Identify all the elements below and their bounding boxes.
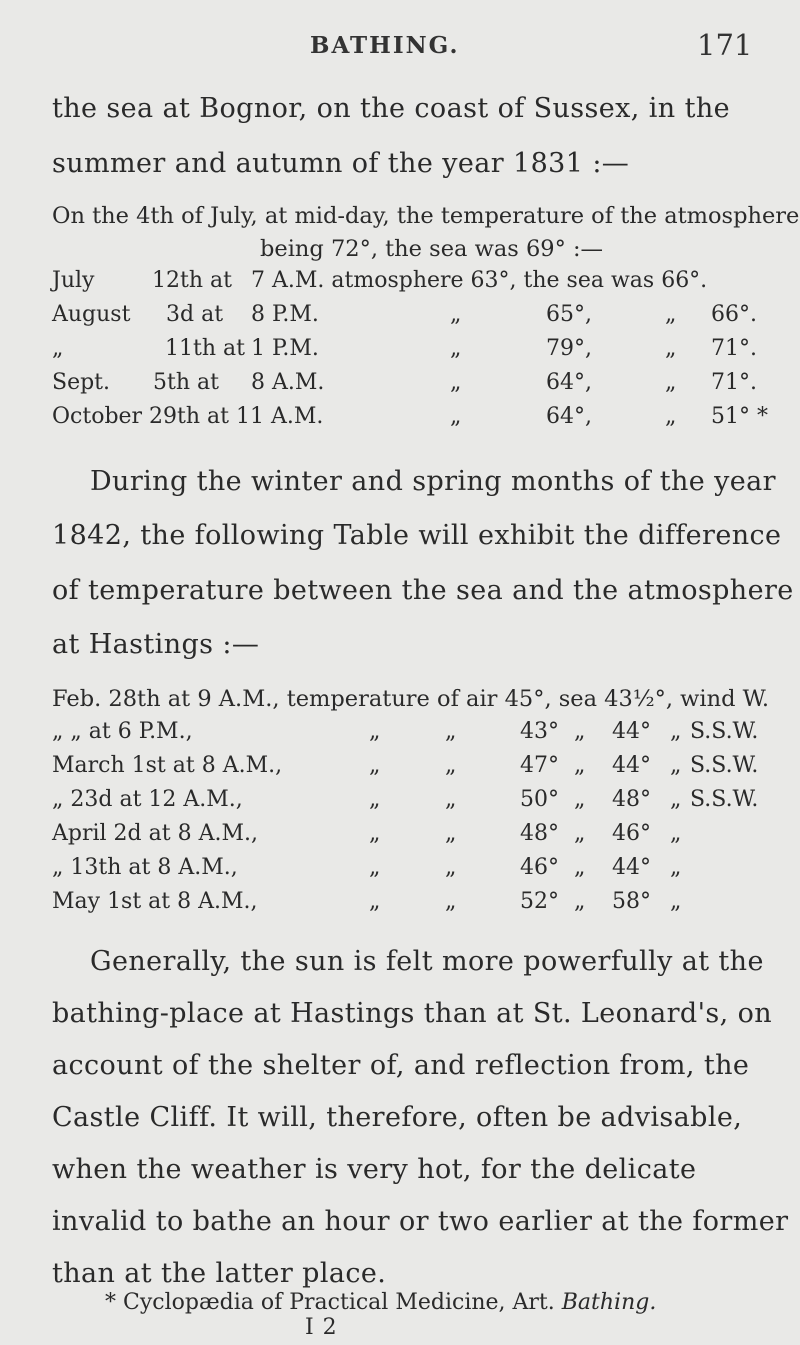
intro-line-1: the sea at Bognor, on the coast of Sussex, in the [52,93,730,124]
hastings-row: May 1st at 8 A.M., „ „ 52° „ 58° „ [52,889,682,914]
bognor-lead-1: On the 4th of July, at mid-day, the temperature of the atmosphere [52,203,800,229]
winter-line-3: of temperature between the sea and the atmosphere [52,575,794,606]
footnote-body: * Cyclopædia of Practical Medicine, Art. [105,1290,562,1315]
bognor-lead-2: being 72°, the sea was 69° :— [260,236,604,262]
page-number: 171 [697,28,753,62]
signature-mark: I 2 [305,1315,338,1340]
hastings-row: „ 23d at 12 A.M., „ „ 50° „ 48° „ S.S.W. [52,787,759,812]
winter-line-4: at Hastings :— [52,629,260,660]
winter-line-1: During the winter and spring months of the year [90,466,776,497]
closing-line-4: Castle Cliff. It will, therefore, often be advisable, [52,1102,743,1133]
bognor-row: July 12th at 7 A.M. atmosphere 63°, the sea was 66°. [52,268,708,293]
running-head: BATHING. [310,32,460,59]
footnote-italic: Bathing. [561,1290,657,1315]
hastings-row: „ 13th at 8 A.M., „ „ 46° „ 44° „ [52,855,682,880]
hastings-row: April 2d at 8 A.M., „ „ 48° „ 46° „ [52,821,682,846]
winter-line-2: 1842, the following Table will exhibit the difference [52,520,782,551]
intro-line-2: summer and autumn of the year 1831 :— [52,148,630,179]
bognor-row: „ 11th at 1 P.M. „ 79°, „ 71°. [52,336,757,361]
closing-line-6: invalid to bathe an hour or two earlier at the former [52,1206,789,1237]
footnote-text [105,1290,656,1315]
page-header [0,28,800,68]
hastings-lead: Feb. 28th at 9 A.M., temperature of air 45°, sea 43½°, wind W. [52,686,770,712]
closing-line-1: Generally, the sun is felt more powerfully at the [90,946,764,977]
bognor-row: August 3d at 8 P.M. „ 65°, „ 66°. [52,302,757,327]
bognor-row: October 29th at 11 A.M. „ 64°, „ 51° * [52,404,768,429]
hastings-row: „ „ at 6 P.M., „ „ 43° „ 44° „ S.S.W. [52,719,759,744]
bognor-row: Sept. 5th at 8 A.M. „ 64°, „ 71°. [52,370,757,395]
hastings-row: March 1st at 8 A.M., „ „ 47° „ 44° „ S.S.W. [52,753,759,778]
closing-line-5: when the weather is very hot, for the delicate [52,1154,697,1185]
closing-line-7: than at the latter place. [52,1258,387,1289]
closing-line-3: account of the shelter of, and reflection from, the [52,1050,750,1081]
closing-line-2: bathing-place at Hastings than at St. Leonard's, on [52,998,773,1029]
